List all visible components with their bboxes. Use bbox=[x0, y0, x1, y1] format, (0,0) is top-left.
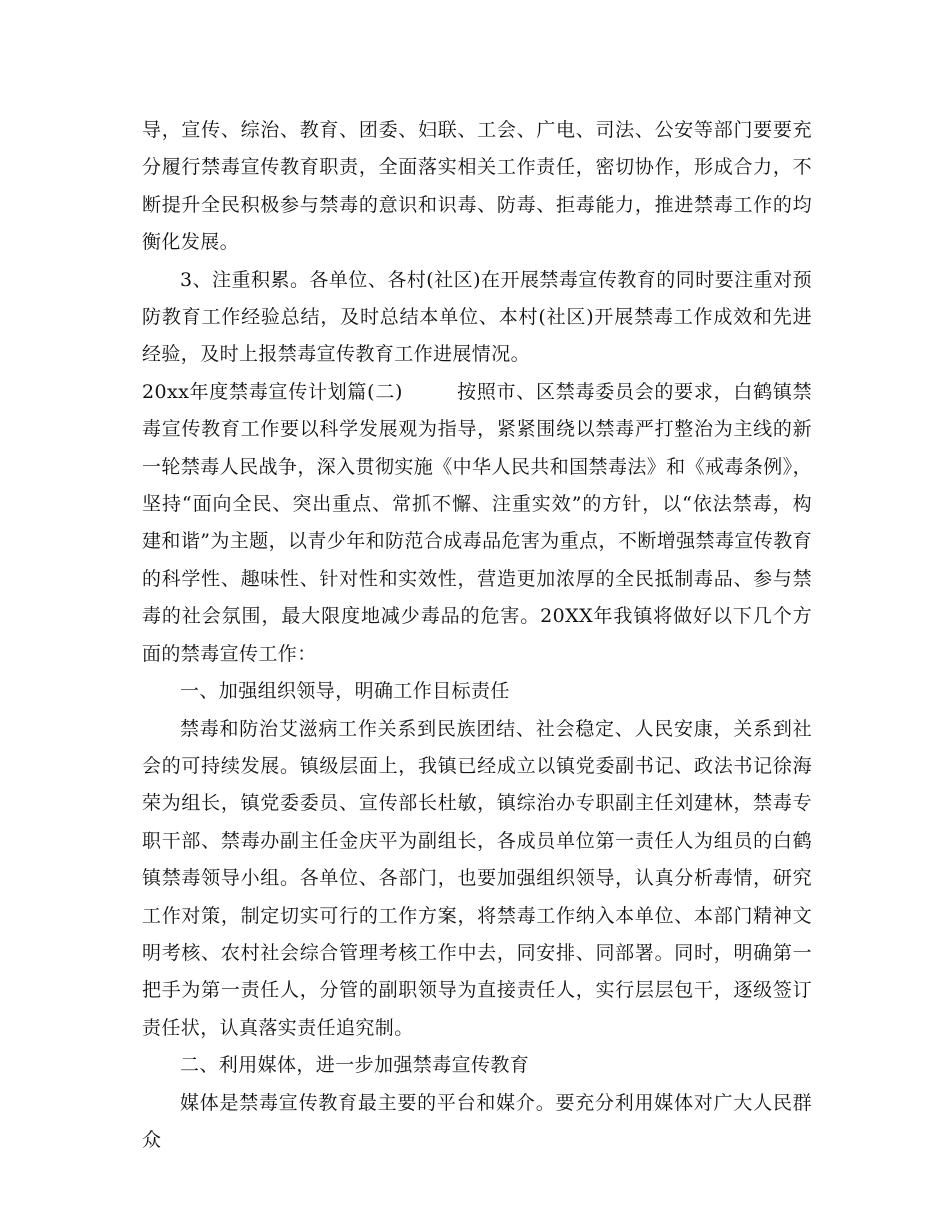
heading-organization: 一、加强组织领导，明确工作目标责任 bbox=[180, 680, 510, 703]
document-body bbox=[142, 112, 812, 1159]
spacer bbox=[403, 381, 457, 403]
paragraph-accumulation: 3、注重积累。各单位、各村(社区)在开展禁毒宣传教育的同时要注重对预防教育工作经验总结，及时总结本单位、本村(社区)开展禁毒工作成效和先进经验，及时上报禁毒宣传教育工作进展情况。 bbox=[142, 268, 812, 366]
paragraph-continuation: 导，宣传、综治、教育、团委、妇联、工会、广电、司法、公安等部门要要充分履行禁毒宣传教育职责，全面落实相关工作责任，密切协作，形成合力，不断提升全民积极参与禁毒的意识和识毒、防毒、拒毒能力，推进禁毒工作的均衡化发展。 bbox=[142, 119, 812, 254]
heading-media: 二、利用媒体，进一步加强禁毒宣传教育 bbox=[180, 1054, 530, 1077]
paragraph-media: 媒体是禁毒宣传教育最主要的平台和媒介。要充分利用媒体对广大人民群众 bbox=[142, 1091, 812, 1151]
paragraph-organization: 禁毒和防治艾滋病工作关系到民族团结、社会稳定、人民安康，关系到社会的可持续发展。镇级层面上，我镇已经成立以镇党委副书记、政法书记徐海荣为组长，镇党委委员、宣传部长杜敏，镇综治办专职副主任刘建林，禁毒专职干部、禁毒办副主任金庆平为副组长，各成员单位第一责任人为组员的白鹤镇禁毒领导小组。各单位、各部门，也要加强组织领导，认真分析毒情，研究工作对策，制定切实可行的工作方案，将禁毒工作纳入本单位、本部门精神文明考核、农村社会综合管理考核工作中去，同安排、同部署。同时，明确第一把手为第一责任人，分管的副职领导为直接责任人，实行层层包干，逐级签订责任状，认真落实责任追究制。 bbox=[142, 717, 812, 1039]
section-intro-text: 按照市、区禁毒委员会的要求，白鹤镇禁毒宣传教育工作要以科学发展观为指导，紧紧围绕以禁毒严打整治为主线的新一轮禁毒人民战争，深入贯彻实施《中华人民共和国禁毒法》和《戒毒条例》，坚持“面向全民、突出重点、常抓不懈、注重实效”的方针，以“依法禁毒，构建和谐”为主题，以青少年和防范合成毒品危害为重点，不断增强禁毒宣传教育的科学性、趣味性、针对性和实效性，营造更加浓厚的全民抵制毒品、参与禁毒的社会氛围，最大限度地减少毒品的危害。20XX年我镇将做好以下几个方面的禁毒宣传工作： bbox=[142, 380, 812, 665]
paragraph-plan-intro bbox=[142, 374, 812, 673]
section-title: 20xx年度禁毒宣传计划篇(二) bbox=[142, 380, 403, 403]
